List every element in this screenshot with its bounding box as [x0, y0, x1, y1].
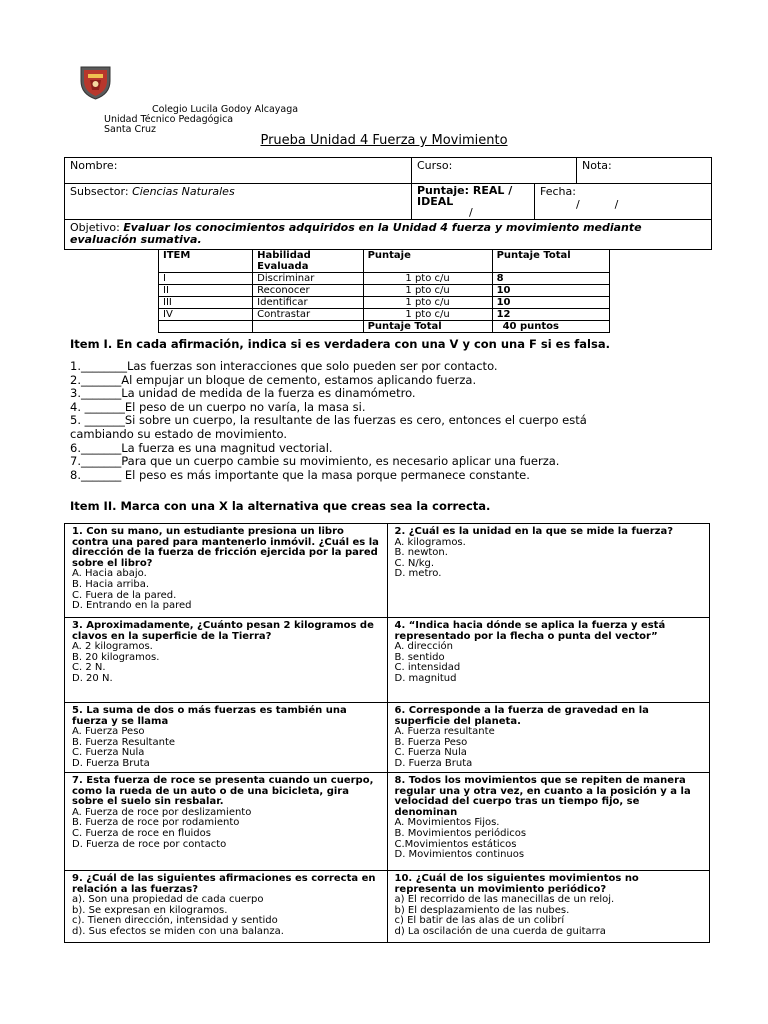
- option[interactable]: B. Fuerza Resultante: [72, 736, 176, 748]
- option[interactable]: c) El batir de las alas de un colibrí: [394, 915, 565, 927]
- option[interactable]: a) El recorrido de las manecillas de un reloj.: [394, 894, 615, 906]
- item1-heading: Item I. En cada afirmación, indica si es verdadera con una V y con una F si es falsa.: [70, 337, 610, 351]
- question-text: 7. Esta fuerza de roce se presenta cuando un cuerpo, como la rueda de un auto o de una bicicleta, gira sobre el suelo sin resbalar.: [72, 775, 374, 808]
- question-text: 3. Aproximadamente, ¿Cuánto pesan 2 kilogramos de clavos en la superficie de la Tierra?: [72, 620, 374, 642]
- nota-field[interactable]: [577, 158, 712, 184]
- option[interactable]: D. Fuerza Bruta: [72, 757, 150, 769]
- option[interactable]: D. Fuerza Bruta: [394, 757, 473, 769]
- option[interactable]: d). Sus efectos se miden con una balanza.: [72, 925, 284, 937]
- subsector-field: [65, 184, 412, 220]
- option[interactable]: B. Hacia arriba.: [72, 578, 150, 590]
- item-cell: IV: [159, 309, 253, 321]
- option[interactable]: C. Fuerza Nula: [72, 747, 145, 759]
- statement-2: 2._______Al empujar un bloque de cemento, estamos aplicando fuerza.: [70, 372, 477, 387]
- question-8[interactable]: [387, 773, 710, 871]
- nombre-label: Nombre:: [70, 159, 118, 172]
- item1-statements: [70, 360, 670, 482]
- option[interactable]: D. Entrando en la pared: [72, 600, 192, 612]
- option[interactable]: A. Fuerza resultante: [394, 726, 495, 738]
- statement-4: 4. _______El peso de un cuerpo no varía, la masa si.: [70, 399, 366, 414]
- statement-8: 8._______ El peso es más importante que la masa porque permanece constante.: [70, 467, 530, 482]
- puntaje-field[interactable]: [412, 184, 535, 220]
- subsector-label: Subsector:: [70, 185, 129, 198]
- puntaje-slash: /: [469, 206, 473, 219]
- statement-6: 6._______La fuerza es una magnitud vectorial.: [70, 440, 333, 455]
- question-text: 4. “Indica hacia dónde se aplica la fuerza y está representado por la flecha o punta del vector”: [394, 620, 666, 642]
- question-10[interactable]: [387, 871, 710, 943]
- table-row-total: [159, 321, 610, 333]
- question-2[interactable]: [387, 524, 710, 618]
- school-name: Colegio Lucila Godoy Alcayaga: [152, 104, 299, 115]
- table-row: [159, 285, 610, 297]
- option[interactable]: C. Fuerza Nula: [394, 747, 467, 759]
- option[interactable]: d) La oscilación de una cuerda de guitarra: [394, 925, 606, 937]
- option[interactable]: D. Fuerza de roce por contacto: [72, 838, 227, 850]
- option[interactable]: B. Fuerza de roce por rodamiento: [72, 817, 240, 829]
- question-6[interactable]: [387, 703, 710, 773]
- points-cell: 1 pto c/u: [363, 297, 492, 309]
- fecha-label: Fecha:: [540, 185, 576, 198]
- nombre-field[interactable]: [65, 158, 412, 184]
- objetivo-text: Evaluar los conocimientos adquiridos en la Unidad 4 fuerza y movimiento mediante evaluación sumativa.: [70, 221, 642, 246]
- option[interactable]: D. 20 N.: [72, 672, 113, 684]
- col-header-item: ITEM: [159, 250, 253, 273]
- question-7[interactable]: [65, 773, 388, 871]
- total-label: Puntaje Total: [363, 321, 492, 333]
- option[interactable]: A. Hacia abajo.: [72, 568, 147, 580]
- question-text: 9. ¿Cuál de las siguientes afirmaciones es correcta en relación a las fuerzas?: [72, 873, 376, 895]
- table-row: [159, 309, 610, 321]
- skill-cell: Contrastar: [253, 309, 363, 321]
- option[interactable]: A. 2 kilogramos.: [72, 641, 153, 653]
- total-cell: 8: [492, 273, 609, 285]
- school-unit: Unidad Técnico Pedagógica: [104, 114, 234, 125]
- option[interactable]: A. dirección: [394, 641, 453, 653]
- option[interactable]: B. 20 kilogramos.: [72, 651, 160, 663]
- objetivo-label: Objetivo:: [70, 221, 120, 234]
- table-row: [159, 273, 610, 285]
- option[interactable]: b). Se expresan en kilogramos.: [72, 904, 228, 916]
- item-scoring-table: [158, 249, 610, 333]
- student-info-table: [64, 157, 712, 250]
- option[interactable]: C. intensidad: [394, 662, 461, 674]
- statement-5-continued: cambiando su estado de movimiento.: [70, 426, 287, 441]
- option[interactable]: a). Son una propiedad de cada cuerpo: [72, 894, 264, 906]
- multiple-choice-table: [64, 523, 710, 943]
- item-cell: II: [159, 285, 253, 297]
- skill-cell: Reconocer: [253, 285, 363, 297]
- curso-field[interactable]: [412, 158, 577, 184]
- total-cell: 10: [492, 285, 609, 297]
- option[interactable]: D. Movimientos continuos: [394, 849, 525, 861]
- item2-heading: Item II. Marca con una X la alternativa que creas sea la correcta.: [70, 499, 491, 513]
- question-text: 6. Corresponde a la fuerza de gravedad en la superficie del planeta.: [394, 705, 649, 727]
- option[interactable]: C. Fuerza de roce en fluidos: [72, 827, 211, 839]
- statement-5: 5. _______Si sobre un cuerpo, la resultante de las fuerzas es cero, entonces el cuerpo está: [70, 413, 587, 428]
- table-row: [159, 297, 610, 309]
- total-cell: 12: [492, 309, 609, 321]
- nota-label: Nota:: [582, 159, 612, 172]
- item-cell: III: [159, 297, 253, 309]
- col-header-puntaje-total: Puntaje Total: [492, 250, 609, 273]
- question-text: 8. Todos los movimientos que se repiten de manera regular una y otra vez, en cuanto a la posición y a la velocidad del cuerpo tras un tiempo fijo, se denominan: [394, 775, 691, 818]
- question-1[interactable]: [65, 524, 388, 618]
- option[interactable]: B. newton.: [394, 547, 448, 559]
- option[interactable]: A. Fuerza de roce por deslizamiento: [72, 806, 252, 818]
- points-cell: 1 pto c/u: [363, 285, 492, 297]
- subsector-value: Ciencias Naturales: [132, 185, 235, 198]
- question-4[interactable]: [387, 618, 710, 703]
- option[interactable]: C. 2 N.: [72, 662, 106, 674]
- school-crest-logo: [79, 64, 112, 100]
- question-text: 2. ¿Cuál es la unidad en la que se mide la fuerza?: [394, 526, 674, 537]
- puntaje-label: Puntaje: REAL / IDEAL: [417, 184, 513, 208]
- option[interactable]: D. metro.: [394, 568, 442, 580]
- skill-cell: Identificar: [253, 297, 363, 309]
- points-cell: 1 pto c/u: [363, 273, 492, 285]
- total-cell: 10: [492, 297, 609, 309]
- option[interactable]: C. Fuera de la pared.: [72, 589, 177, 601]
- option[interactable]: b) El desplazamiento de las nubes.: [394, 904, 570, 916]
- question-text: 10. ¿Cuál de los siguientes movimientos no representa un movimiento periódico?: [394, 873, 639, 895]
- question-text: 5. La suma de dos o más fuerzas es también una fuerza y se llama: [72, 705, 347, 727]
- question-text: 1. Con su mano, un estudiante presiona un libro contra una pared para mantenerlo inmóvil. ¿Cuál es la dirección de la fuerza de fricción ejercida por la pared sobre el libro?: [72, 526, 379, 569]
- item-cell: I: [159, 273, 253, 285]
- col-header-habilidad: Habilidad Evaluada: [253, 250, 363, 273]
- option[interactable]: D. magnitud: [394, 672, 457, 684]
- empty-cell: [253, 321, 363, 333]
- objetivo-cell: [65, 220, 712, 250]
- school-city: Santa Cruz: [104, 124, 156, 135]
- page-title: Prueba Unidad 4 Fuerza y Movimiento: [260, 133, 508, 148]
- option[interactable]: B. Fuerza Peso: [394, 736, 468, 748]
- question-9[interactable]: [65, 871, 388, 943]
- option[interactable]: c). Tienen dirección, intensidad y sentido: [72, 915, 278, 927]
- statement-7: 7._______Para que un cuerpo cambie su movimiento, es necesario aplicar una fuerza.: [70, 454, 560, 469]
- fecha-slashes: / /: [576, 198, 619, 211]
- fecha-field[interactable]: [535, 184, 712, 220]
- total-value: 40 puntos: [492, 321, 609, 333]
- option[interactable]: A. Movimientos Fijos.: [394, 817, 500, 829]
- curso-label: Curso:: [417, 159, 453, 172]
- statement-3: 3._______La unidad de medida de la fuerza es dinamómetro.: [70, 386, 416, 401]
- question-5[interactable]: [65, 703, 388, 773]
- skill-cell: Discriminar: [253, 273, 363, 285]
- points-cell: 1 pto c/u: [363, 309, 492, 321]
- option[interactable]: A. kilogramos.: [394, 536, 466, 548]
- option[interactable]: C.Movimientos estáticos: [394, 838, 517, 850]
- option[interactable]: B. Movimientos periódicos: [394, 827, 527, 839]
- col-header-puntaje: Puntaje: [363, 250, 492, 273]
- option[interactable]: B. sentido: [394, 651, 445, 663]
- question-3[interactable]: [65, 618, 388, 703]
- statement-1: 1.________Las fuerzas son interacciones que solo pueden ser por contacto.: [70, 359, 498, 373]
- empty-cell: [159, 321, 253, 333]
- option[interactable]: C. N/kg.: [394, 557, 435, 569]
- option[interactable]: A. Fuerza Peso: [72, 726, 145, 738]
